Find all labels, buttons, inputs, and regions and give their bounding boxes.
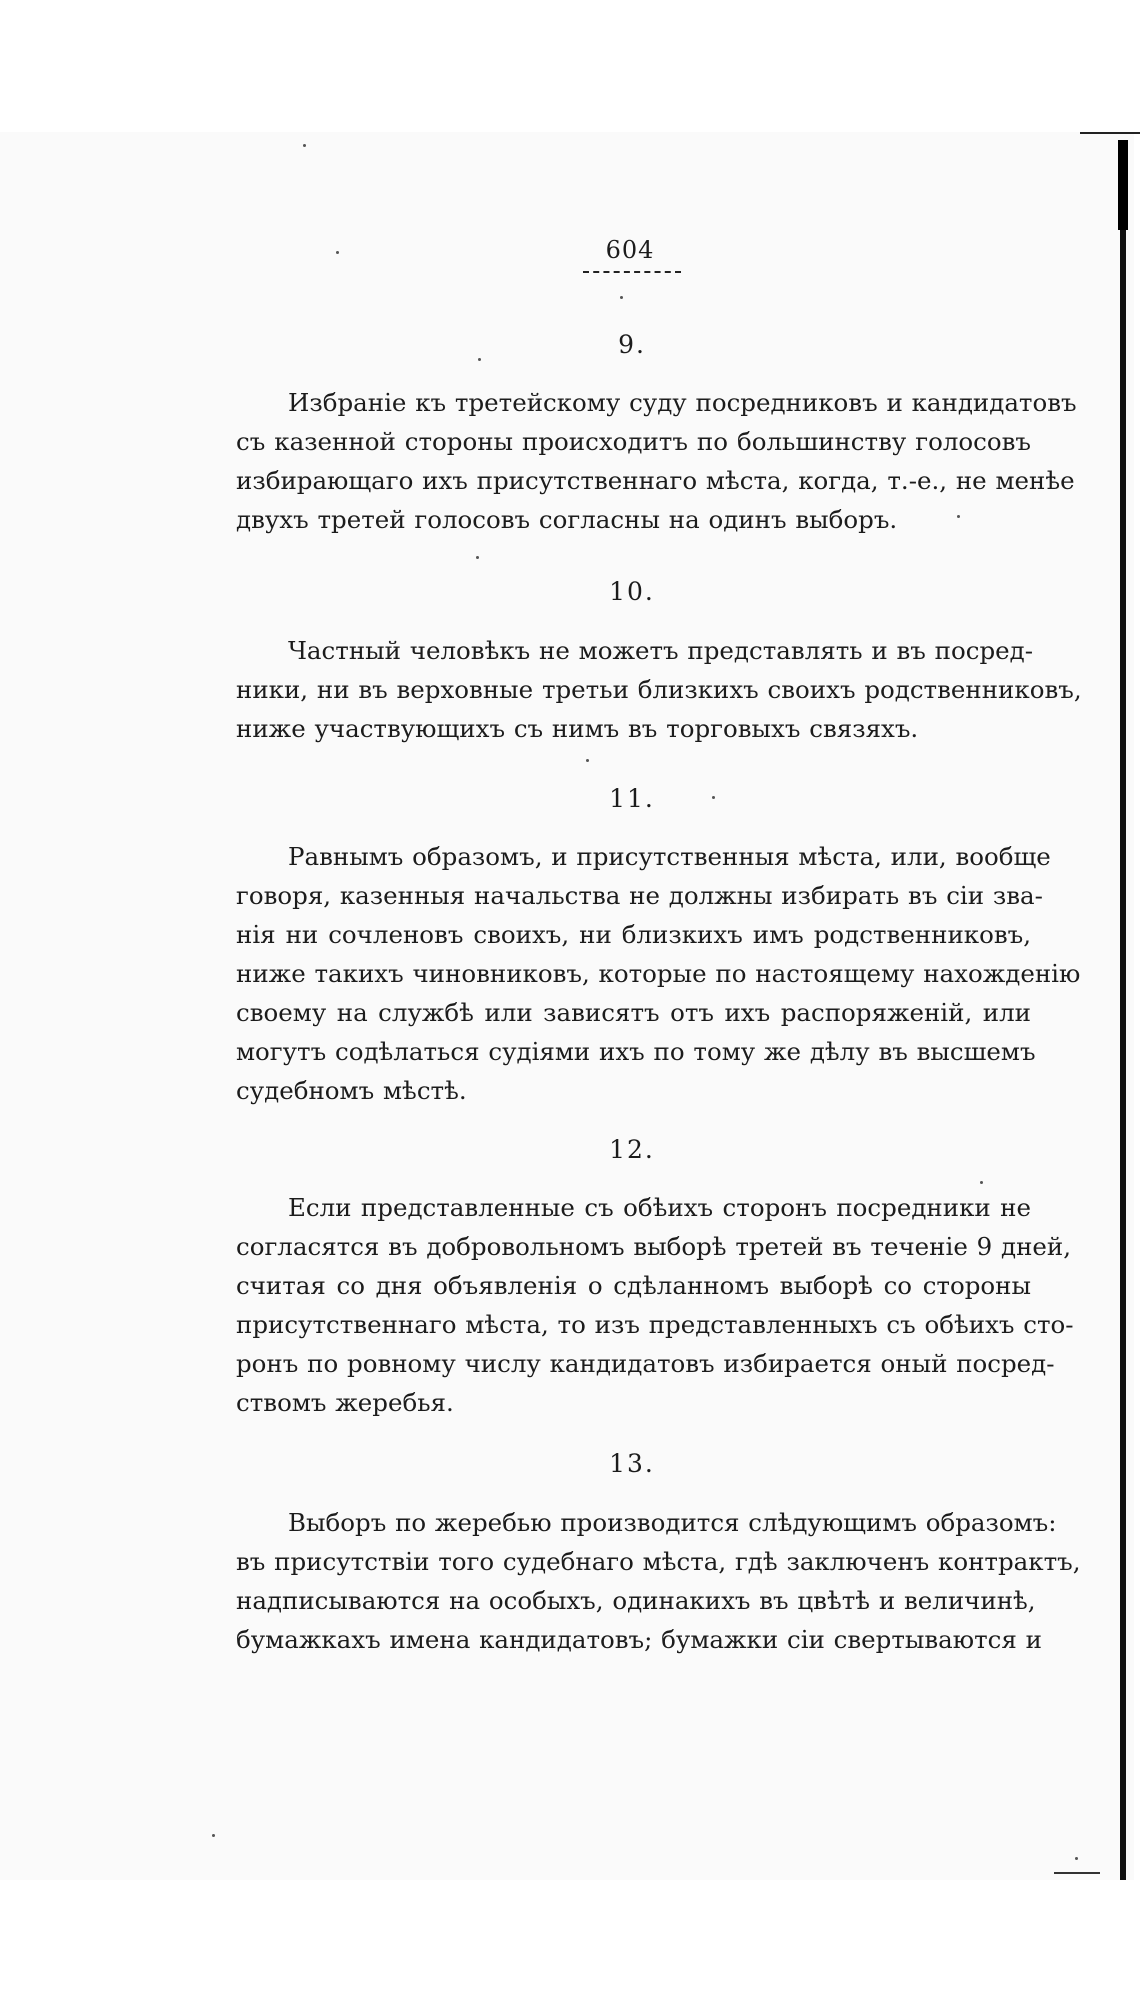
section-text-11 (236, 837, 1081, 1110)
text-line: бумажкахъ имена кандидатовъ; бумажки сiи свертываются и (236, 1625, 1042, 1654)
text-line: Если представленные съ обѣихъ сторонъ посредники не (288, 1193, 1031, 1222)
page-edge-line (1080, 132, 1140, 134)
page-number-rule (583, 271, 681, 273)
scan-speck (212, 1834, 215, 1837)
bottom-edge-mark (1054, 1872, 1100, 1874)
text-line: судебномъ мѣстѣ. (236, 1076, 467, 1105)
scan-speck (980, 1181, 983, 1184)
text-line: ронъ по ровному числу кандидатовъ избирается оный посред- (236, 1349, 1055, 1378)
text-line: ники, ни въ верховные третьи близкихъ своихъ родственниковъ, (236, 675, 1082, 704)
text-line: присутственнаго мѣста, то изъ представленныхъ съ обѣихъ сто- (236, 1310, 1074, 1339)
section-text-12 (236, 1188, 1074, 1422)
text-line: надписываются на особыхъ, одинакихъ въ цвѣтѣ и величинѣ, (236, 1586, 1036, 1615)
section-heading-10: 10. (609, 577, 655, 606)
section-heading-11: 11. (609, 784, 655, 813)
section-text-9 (236, 383, 1077, 539)
scan-speck (476, 556, 479, 559)
scan-speck (336, 251, 339, 254)
binding-edge-top-shadow (1118, 140, 1128, 230)
text-line: двухъ третей голосовъ согласны на одинъ выборъ. (236, 505, 898, 534)
text-line: согласятся въ добровольномъ выборѣ третей въ теченiе 9 дней, (236, 1232, 1072, 1261)
section-heading-13: 13. (609, 1449, 655, 1478)
text-line: Частный человѣкъ не можетъ представлять и въ посред- (288, 636, 1034, 665)
text-line: Равнымъ образомъ, и присутственныя мѣста, или, вообще (288, 842, 1051, 871)
text-line: ниже такихъ чиновниковъ, которые по настоящему нахожденiю (236, 959, 1081, 988)
scan-speck (620, 296, 623, 299)
binding-edge-shadow (1120, 140, 1126, 1880)
scan-speck (303, 144, 306, 147)
scan-speck (1075, 1857, 1078, 1860)
scan-speck (586, 759, 589, 762)
text-line: своему на службѣ или зависятъ отъ ихъ распоряженiй, или (236, 998, 1031, 1027)
text-line: нiя ни сочленовъ своихъ, ни близкихъ имъ родственниковъ, (236, 920, 1031, 949)
section-text-13 (236, 1503, 1081, 1659)
section-heading-9: 9. (618, 330, 646, 359)
text-line: говоря, казенныя начальства не должны избирать въ сiи зва- (236, 881, 1043, 910)
section-text-10 (236, 631, 1082, 748)
page-number: 604 (605, 236, 655, 264)
text-line: могутъ содѣлаться судiями ихъ по тому же дѣлу въ высшемъ (236, 1037, 1036, 1066)
text-line: въ присутствiи того судебнаго мѣста, гдѣ заключенъ контрактъ, (236, 1547, 1081, 1576)
text-line: считая со дня объявленiя о сдѣланномъ выборѣ со стороны (236, 1271, 1031, 1300)
text-line: Избранiе къ третейскому суду посредниковъ и кандидатовъ (288, 388, 1077, 417)
text-line: съ казенной стороны происходитъ по большинству голосовъ (236, 427, 1031, 456)
text-line: избирающаго ихъ присутственнаго мѣста, когда, т.-е., не менѣе (236, 466, 1075, 495)
section-heading-12: 12. (609, 1135, 655, 1164)
text-line: ниже участвующихъ съ нимъ въ торговыхъ связяхъ. (236, 714, 919, 743)
text-line: Выборъ по жеребью производится слѣдующимъ образомъ: (288, 1508, 1057, 1537)
text-line: ствомъ жеребья. (236, 1388, 454, 1417)
